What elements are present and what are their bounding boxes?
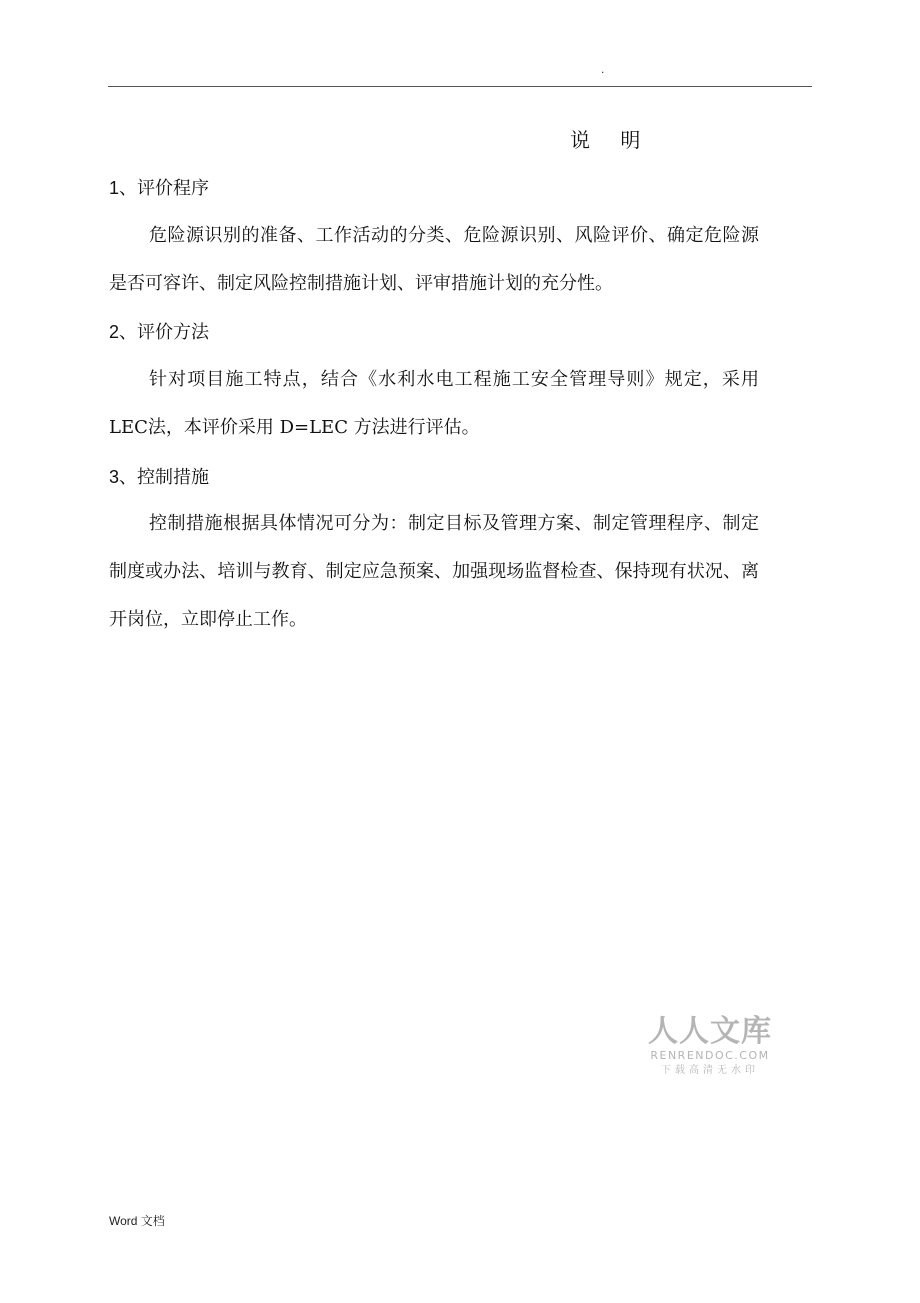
header-rule bbox=[108, 86, 812, 87]
header-mark: . bbox=[601, 62, 605, 76]
watermark-url: RENRENDOC.COM bbox=[650, 1049, 770, 1062]
page-title: 说 明 bbox=[570, 128, 653, 152]
section-heading-3: 3、控制措施 bbox=[109, 467, 210, 487]
section-heading-1: 1、评价程序 bbox=[109, 178, 210, 198]
watermark-logo: 人人文库 bbox=[648, 1014, 772, 1049]
watermark-subtitle: 下载高清无水印 bbox=[661, 1065, 759, 1076]
section-body-2: 针对项目施工特点，结合《水利水电工程施工安全管理导则》规定，采用 LEC法，本评价采用 D=LEC 方法进行评估。 bbox=[109, 369, 759, 438]
section-body-3: 控制措施根据具体情况可分为：制定目标及管理方案、制定管理程序、制定制度或办法、培训与教育、制定应急预案、加强现场监督检查、保持现有状况、离开岗位，立即停止工作。 bbox=[109, 513, 759, 630]
section-body-1: 危险源识别的准备、工作活动的分类、危险源识别、风险评价、确定危险源是否可容许、制定风险控制措施计划、评审措施计划的充分性。 bbox=[109, 225, 759, 294]
footer-label: Word 文档 bbox=[109, 1214, 165, 1228]
section-heading-2: 2、评价方法 bbox=[109, 322, 210, 342]
watermark bbox=[648, 1015, 772, 1079]
